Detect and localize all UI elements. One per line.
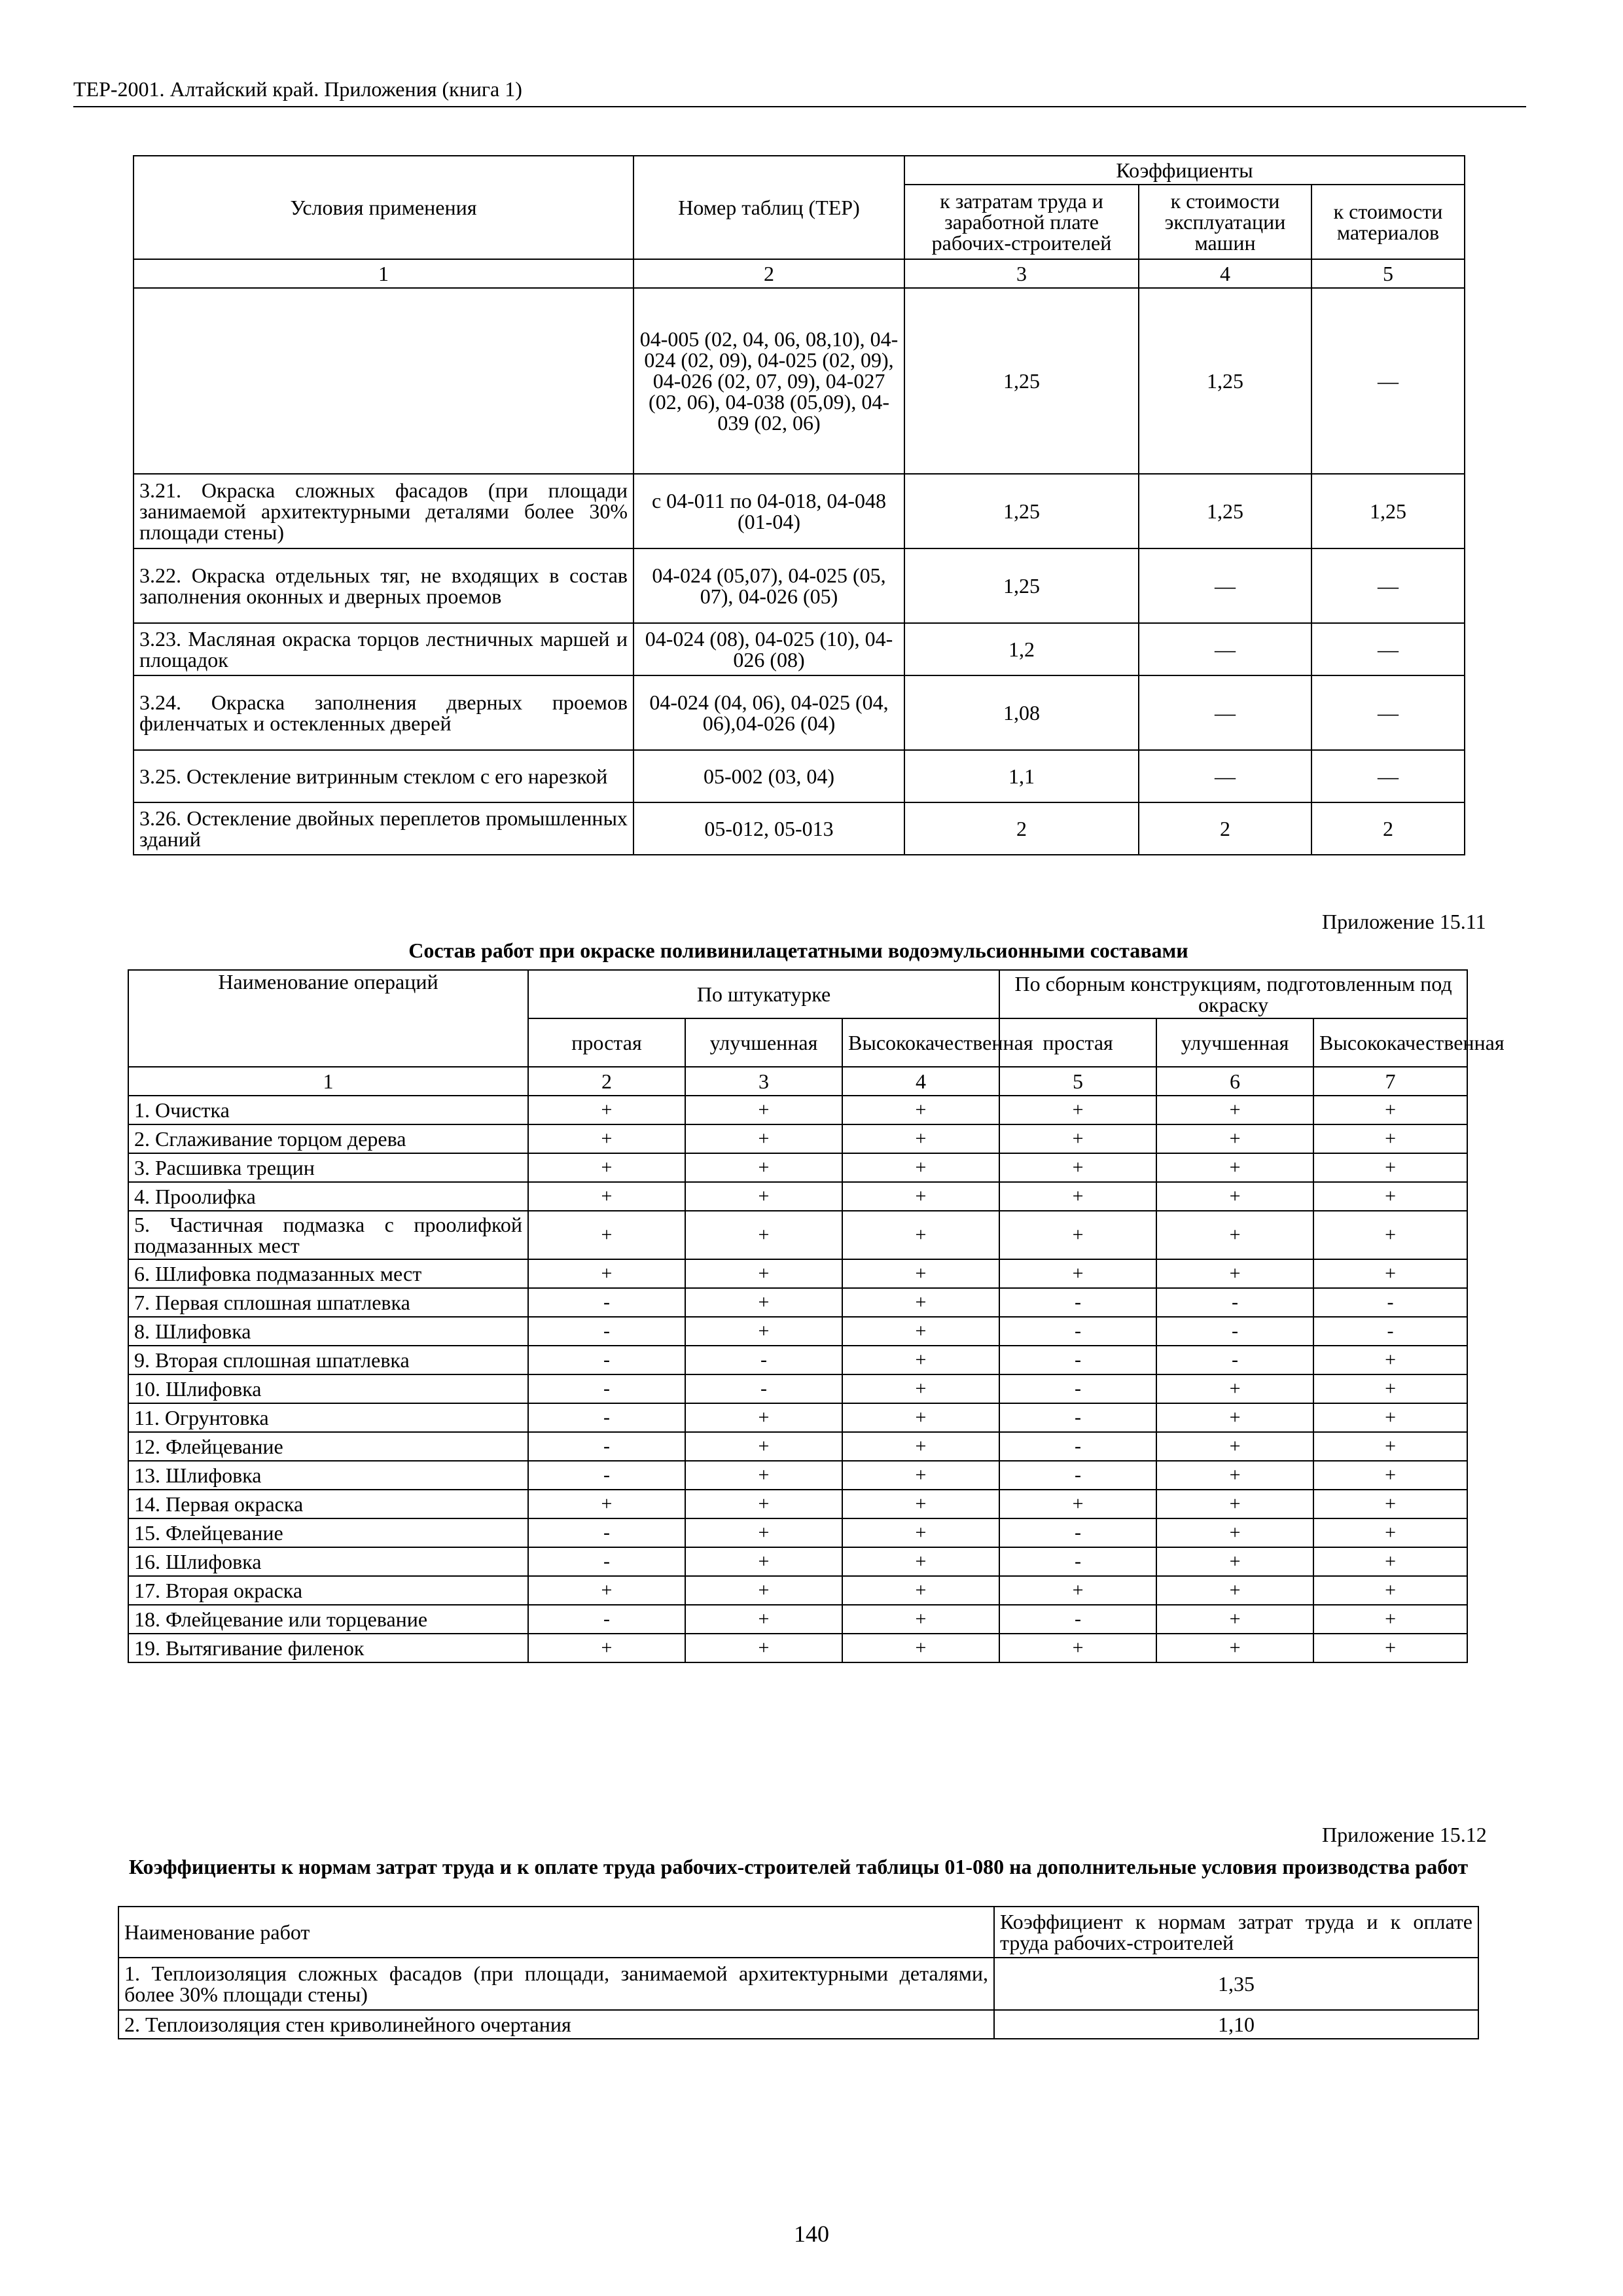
operation-mark-cell: + — [1156, 1182, 1313, 1211]
operation-mark-cell: + — [685, 1153, 842, 1182]
operation-name-cell: 8. Шлифовка — [128, 1317, 528, 1346]
operation-name-cell: 13. Шлифовка — [128, 1461, 528, 1490]
operation-mark-cell: + — [528, 1259, 685, 1288]
table-row — [128, 1518, 1467, 1547]
table-number-cell: 05-012, 05-013 — [633, 802, 904, 855]
operation-mark-cell: - — [1313, 1317, 1467, 1346]
labor-coefficient-cell: 1,2 — [904, 623, 1139, 675]
operation-mark-cell: + — [685, 1547, 842, 1576]
operation-mark-cell: + — [1313, 1403, 1467, 1432]
labor-coefficient-cell: 1,1 — [904, 750, 1139, 802]
operation-mark-cell: + — [842, 1432, 999, 1461]
table-row — [134, 623, 1465, 675]
materials-coefficient-cell: — — [1311, 623, 1465, 675]
labor-coefficient-cell: 1,08 — [904, 675, 1139, 750]
page-number: 140 — [794, 2221, 829, 2247]
insulation-coefficients-table — [118, 1906, 1479, 2039]
operation-name-cell: 12. Флейцевание — [128, 1432, 528, 1461]
operation-mark-cell: + — [1156, 1403, 1313, 1432]
header-work-name: Наименование работ — [118, 1907, 994, 1958]
operation-mark-cell: + — [999, 1124, 1156, 1153]
operation-mark-cell: + — [528, 1634, 685, 1662]
operation-mark-cell: + — [1156, 1605, 1313, 1634]
operation-mark-cell: + — [685, 1403, 842, 1432]
operation-name-cell: 14. Первая окраска — [128, 1490, 528, 1518]
labor-coefficient-cell: 2 — [904, 802, 1139, 855]
operation-mark-cell: + — [528, 1211, 685, 1259]
table-row — [128, 1461, 1467, 1490]
table-row — [128, 1346, 1467, 1374]
operation-mark-cell: + — [1156, 1124, 1313, 1153]
operation-mark-cell: + — [999, 1182, 1156, 1211]
operation-mark-cell: + — [1313, 1605, 1467, 1634]
header-conditions: Условия применения — [134, 156, 633, 259]
header-table-number: Номер таблиц (ТЕР) — [633, 156, 904, 259]
operation-mark-cell: + — [1313, 1211, 1467, 1259]
table-row — [128, 1432, 1467, 1461]
operation-mark-cell: + — [1313, 1490, 1467, 1518]
operation-mark-cell: + — [842, 1374, 999, 1403]
table-row — [134, 288, 1465, 474]
header-materials: к стоимости материалов — [1311, 185, 1465, 259]
table-number-cell: 04-024 (08), 04-025 (10), 04-026 (08) — [633, 623, 904, 675]
materials-coefficient-cell: 2 — [1311, 802, 1465, 855]
header-operations: Наименование операций — [128, 970, 528, 1067]
operation-mark-cell: + — [842, 1547, 999, 1576]
operation-mark-cell: + — [1313, 1634, 1467, 1662]
operation-mark-cell: + — [685, 1182, 842, 1211]
appendix-label-15-12: Приложение 15.12 — [1322, 1823, 1487, 1846]
operation-mark-cell: + — [842, 1605, 999, 1634]
labor-coefficient-cell: 1,25 — [904, 288, 1139, 474]
operation-mark-cell: + — [685, 1288, 842, 1317]
operation-name-cell: 18. Флейцевание или торцевание — [128, 1605, 528, 1634]
operation-name-cell: 11. Огрунтовка — [128, 1403, 528, 1432]
condition-cell: 3.25. Остекление витринным стеклом с его нарезкой — [134, 750, 633, 802]
header-simple: простая — [999, 1018, 1156, 1067]
coefficient-cell: 1,35 — [994, 1958, 1478, 2010]
table-number-cell: с 04-011 по 04-018, 04-048 (01-04) — [633, 474, 904, 548]
appendix-label-15-11: Приложение 15.11 — [1322, 910, 1486, 933]
operation-mark-cell: + — [1156, 1211, 1313, 1259]
operation-mark-cell: + — [842, 1096, 999, 1124]
materials-coefficient-cell: — — [1311, 288, 1465, 474]
operation-mark-cell: + — [528, 1576, 685, 1605]
table-row — [134, 802, 1465, 855]
operation-name-cell: 4. Проолифка — [128, 1182, 528, 1211]
table-row — [134, 474, 1465, 548]
work-composition-table — [128, 969, 1505, 1663]
operation-mark-cell: + — [999, 1211, 1156, 1259]
operation-mark-cell: + — [1156, 1432, 1313, 1461]
header-rule — [73, 106, 1526, 107]
table-row — [134, 548, 1465, 623]
table-row — [128, 1490, 1467, 1518]
operation-mark-cell: + — [842, 1317, 999, 1346]
operation-mark-cell: - — [1313, 1288, 1467, 1317]
operation-mark-cell: + — [842, 1346, 999, 1374]
operation-mark-cell: - — [528, 1461, 685, 1490]
operation-mark-cell: + — [1156, 1518, 1313, 1547]
operation-mark-cell: - — [528, 1288, 685, 1317]
column-number: 4 — [1139, 259, 1311, 288]
machines-coefficient-cell: 1,25 — [1139, 474, 1311, 548]
column-number: 4 — [842, 1067, 999, 1096]
column-number: 7 — [1313, 1067, 1467, 1096]
operation-mark-cell: - — [999, 1518, 1156, 1547]
operation-mark-cell: - — [999, 1403, 1156, 1432]
operation-mark-cell: + — [1313, 1547, 1467, 1576]
table-row — [128, 1096, 1467, 1124]
header-labor: к затратам труда и заработной плате рабочих-строителей — [904, 185, 1139, 259]
operation-mark-cell: + — [1156, 1096, 1313, 1124]
materials-coefficient-cell: — — [1311, 750, 1465, 802]
operation-name-cell: 16. Шлифовка — [128, 1547, 528, 1576]
operation-mark-cell: - — [528, 1403, 685, 1432]
header-high-quality: Высококачественная — [842, 1018, 999, 1067]
table-row — [118, 2010, 1478, 2039]
table-number-cell: 05-002 (03, 04) — [633, 750, 904, 802]
operation-mark-cell: - — [685, 1346, 842, 1374]
machines-coefficient-cell: 1,25 — [1139, 288, 1311, 474]
operation-mark-cell: + — [1313, 1153, 1467, 1182]
table-row — [128, 1547, 1467, 1576]
machines-coefficient-cell: — — [1139, 623, 1311, 675]
table-row — [128, 1317, 1467, 1346]
operation-mark-cell: - — [999, 1374, 1156, 1403]
work-name-cell: 1. Теплоизоляция сложных фасадов (при площади, занимаемой архитектурными деталями, более 30% площади стены) — [118, 1958, 994, 2010]
operation-mark-cell: + — [1313, 1124, 1467, 1153]
operation-mark-cell: + — [685, 1576, 842, 1605]
operation-mark-cell: + — [842, 1259, 999, 1288]
operation-mark-cell: - — [528, 1518, 685, 1547]
table-row — [134, 750, 1465, 802]
operation-mark-cell: + — [528, 1182, 685, 1211]
operation-name-cell: 9. Вторая сплошная шпатлевка — [128, 1346, 528, 1374]
materials-coefficient-cell: — — [1311, 548, 1465, 623]
operation-mark-cell: + — [1313, 1259, 1467, 1288]
operation-mark-cell: + — [685, 1096, 842, 1124]
operation-mark-cell: + — [1156, 1461, 1313, 1490]
materials-coefficient-cell: — — [1311, 675, 1465, 750]
labor-coefficient-cell: 1,25 — [904, 474, 1139, 548]
operation-mark-cell: - — [999, 1605, 1156, 1634]
operation-name-cell: 19. Вытягивание филенок — [128, 1634, 528, 1662]
operation-mark-cell: + — [842, 1634, 999, 1662]
operation-mark-cell: - — [528, 1547, 685, 1576]
header-prefab: По сборным конструкциям, подготовленным под окраску — [999, 970, 1467, 1018]
table-row — [128, 1576, 1467, 1605]
condition-cell: 3.23. Масляная окраска торцов лестничных маршей и площадок — [134, 623, 633, 675]
table-number-cell: 04-005 (02, 04, 06, 08,10), 04-024 (02, 09), 04-025 (02, 09), 04-026 (02, 07, 09), 04-027 (02, 06), 04-038 (05,09), 04-039 (02, 06) — [633, 288, 904, 474]
operation-name-cell: 17. Вторая окраска — [128, 1576, 528, 1605]
operation-name-cell: 2. Сглаживание торцом дерева — [128, 1124, 528, 1153]
appendix-title-15-12: Коэффициенты к нормам затрат труда и к оплате труда рабочих-строителей таблицы 01-080 на дополнительные условия производства работ — [128, 1855, 1469, 1878]
materials-coefficient-cell: 1,25 — [1311, 474, 1465, 548]
header-simple: простая — [528, 1018, 685, 1067]
operation-mark-cell: + — [685, 1605, 842, 1634]
operation-mark-cell: + — [1156, 1374, 1313, 1403]
column-number-row — [128, 1067, 1467, 1096]
table-row — [128, 1288, 1467, 1317]
operation-mark-cell: + — [685, 1490, 842, 1518]
machines-coefficient-cell: 2 — [1139, 802, 1311, 855]
table-row — [128, 1259, 1467, 1288]
column-number: 3 — [904, 259, 1139, 288]
operation-mark-cell: + — [842, 1518, 999, 1547]
operation-mark-cell: + — [1156, 1576, 1313, 1605]
operation-mark-cell: - — [685, 1374, 842, 1403]
operation-mark-cell: + — [1156, 1153, 1313, 1182]
condition-cell — [134, 288, 633, 474]
operation-mark-cell: + — [685, 1317, 842, 1346]
operation-mark-cell: + — [685, 1634, 842, 1662]
table-row — [128, 1605, 1467, 1634]
condition-cell: 3.21. Окраска сложных фасадов (при площади занимаемой архитектурными деталями более 30% площади стены) — [134, 474, 633, 548]
operation-mark-cell: + — [999, 1259, 1156, 1288]
running-head: ТЕР-2001. Алтайский край. Приложения (книга 1) — [73, 77, 522, 101]
operation-mark-cell: + — [1313, 1374, 1467, 1403]
operation-mark-cell: + — [1313, 1096, 1467, 1124]
operation-mark-cell: - — [528, 1317, 685, 1346]
operation-mark-cell: - — [1156, 1317, 1313, 1346]
operation-mark-cell: + — [842, 1153, 999, 1182]
column-number: 2 — [633, 259, 904, 288]
operation-mark-cell: + — [1313, 1182, 1467, 1211]
operation-name-cell: 7. Первая сплошная шпатлевка — [128, 1288, 528, 1317]
operation-mark-cell: - — [528, 1374, 685, 1403]
column-number: 6 — [1156, 1067, 1313, 1096]
column-number-row — [134, 259, 1465, 288]
machines-coefficient-cell: — — [1139, 548, 1311, 623]
operation-mark-cell: - — [999, 1346, 1156, 1374]
coefficient-cell: 1,10 — [994, 2010, 1478, 2039]
operation-mark-cell: - — [1156, 1288, 1313, 1317]
operation-name-cell: 6. Шлифовка подмазанных мест — [128, 1259, 528, 1288]
header-plaster: По штукатурке — [528, 970, 999, 1018]
table-row — [128, 1634, 1467, 1662]
operation-mark-cell: - — [528, 1605, 685, 1634]
operation-mark-cell: + — [685, 1432, 842, 1461]
operation-mark-cell: + — [842, 1461, 999, 1490]
operation-name-cell: 10. Шлифовка — [128, 1374, 528, 1403]
column-number: 2 — [528, 1067, 685, 1096]
operation-mark-cell: + — [999, 1576, 1156, 1605]
operation-mark-cell: + — [1313, 1518, 1467, 1547]
column-number: 3 — [685, 1067, 842, 1096]
operation-mark-cell: + — [1156, 1259, 1313, 1288]
column-number: 5 — [999, 1067, 1156, 1096]
operation-mark-cell: + — [842, 1288, 999, 1317]
appendix-title-15-11: Состав работ при окраске поливинилацетатными водоэмульсионными составами — [408, 939, 1188, 962]
operation-mark-cell: + — [685, 1461, 842, 1490]
operation-name-cell: 5. Частичная подмазка с проолифкой подмазанных мест — [128, 1211, 528, 1259]
operation-mark-cell: + — [528, 1124, 685, 1153]
operation-mark-cell: + — [685, 1259, 842, 1288]
operation-mark-cell: + — [999, 1096, 1156, 1124]
header-machines: к стоимости эксплуатации машин — [1139, 185, 1311, 259]
operation-mark-cell: + — [528, 1490, 685, 1518]
operation-mark-cell: + — [842, 1403, 999, 1432]
operation-mark-cell: + — [999, 1153, 1156, 1182]
machines-coefficient-cell: — — [1139, 675, 1311, 750]
table-row — [128, 1124, 1467, 1153]
operation-mark-cell: + — [685, 1518, 842, 1547]
operation-mark-cell: - — [999, 1432, 1156, 1461]
operation-mark-cell: - — [999, 1547, 1156, 1576]
condition-cell: 3.24. Окраска заполнения дверных проемов филенчатых и остекленных дверей — [134, 675, 633, 750]
labor-coefficient-cell: 1,25 — [904, 548, 1139, 623]
operation-mark-cell: + — [842, 1182, 999, 1211]
operation-mark-cell: + — [1313, 1461, 1467, 1490]
table-row — [128, 1374, 1467, 1403]
operation-name-cell: 3. Расшивка трещин — [128, 1153, 528, 1182]
column-number: 1 — [128, 1067, 528, 1096]
condition-cell: 3.26. Остекление двойных переплетов промышленных зданий — [134, 802, 633, 855]
operation-mark-cell: + — [1313, 1432, 1467, 1461]
operation-mark-cell: - — [999, 1288, 1156, 1317]
operation-mark-cell: - — [1156, 1346, 1313, 1374]
machines-coefficient-cell: — — [1139, 750, 1311, 802]
header-coefficient: Коэффициент к нормам затрат труда и к оплате труда рабочих-строителей — [994, 1907, 1478, 1958]
operation-mark-cell: - — [999, 1317, 1156, 1346]
operation-mark-cell: + — [1156, 1547, 1313, 1576]
column-number: 1 — [134, 259, 633, 288]
operation-mark-cell: + — [842, 1490, 999, 1518]
operation-mark-cell: + — [842, 1576, 999, 1605]
header-improved: улучшенная — [1156, 1018, 1313, 1067]
coefficients-table — [133, 155, 1465, 855]
operation-mark-cell: - — [999, 1461, 1156, 1490]
header-coefficients: Коэффициенты — [904, 156, 1465, 185]
operation-mark-cell: + — [842, 1211, 999, 1259]
column-number: 5 — [1311, 259, 1465, 288]
condition-cell: 3.22. Окраска отдельных тяг, не входящих в состав заполнения оконных и дверных проемов — [134, 548, 633, 623]
operation-mark-cell: - — [528, 1432, 685, 1461]
table-row — [128, 1211, 1467, 1259]
operation-mark-cell: + — [1313, 1346, 1467, 1374]
table-row — [128, 1153, 1467, 1182]
operation-mark-cell: + — [685, 1124, 842, 1153]
header-improved: улучшенная — [685, 1018, 842, 1067]
operation-mark-cell: + — [685, 1211, 842, 1259]
operation-mark-cell: + — [528, 1153, 685, 1182]
header-high-quality: Высококачественная — [1313, 1018, 1467, 1067]
operation-mark-cell: + — [1156, 1490, 1313, 1518]
table-row — [134, 675, 1465, 750]
operation-mark-cell: + — [999, 1634, 1156, 1662]
table-row — [128, 1182, 1467, 1211]
operation-mark-cell: + — [1313, 1576, 1467, 1605]
table-row — [128, 1403, 1467, 1432]
table-row — [118, 1958, 1478, 2010]
table-number-cell: 04-024 (04, 06), 04-025 (04, 06),04-026 (04) — [633, 675, 904, 750]
operation-name-cell: 15. Флейцевание — [128, 1518, 528, 1547]
operation-mark-cell: + — [999, 1490, 1156, 1518]
table-number-cell: 04-024 (05,07), 04-025 (05, 07), 04-026 (05) — [633, 548, 904, 623]
operation-mark-cell: + — [842, 1124, 999, 1153]
operation-mark-cell: - — [528, 1346, 685, 1374]
operation-mark-cell: + — [1156, 1634, 1313, 1662]
operation-name-cell: 1. Очистка — [128, 1096, 528, 1124]
work-name-cell: 2. Теплоизоляция стен криволинейного очертания — [118, 2010, 994, 2039]
operation-mark-cell: + — [528, 1096, 685, 1124]
